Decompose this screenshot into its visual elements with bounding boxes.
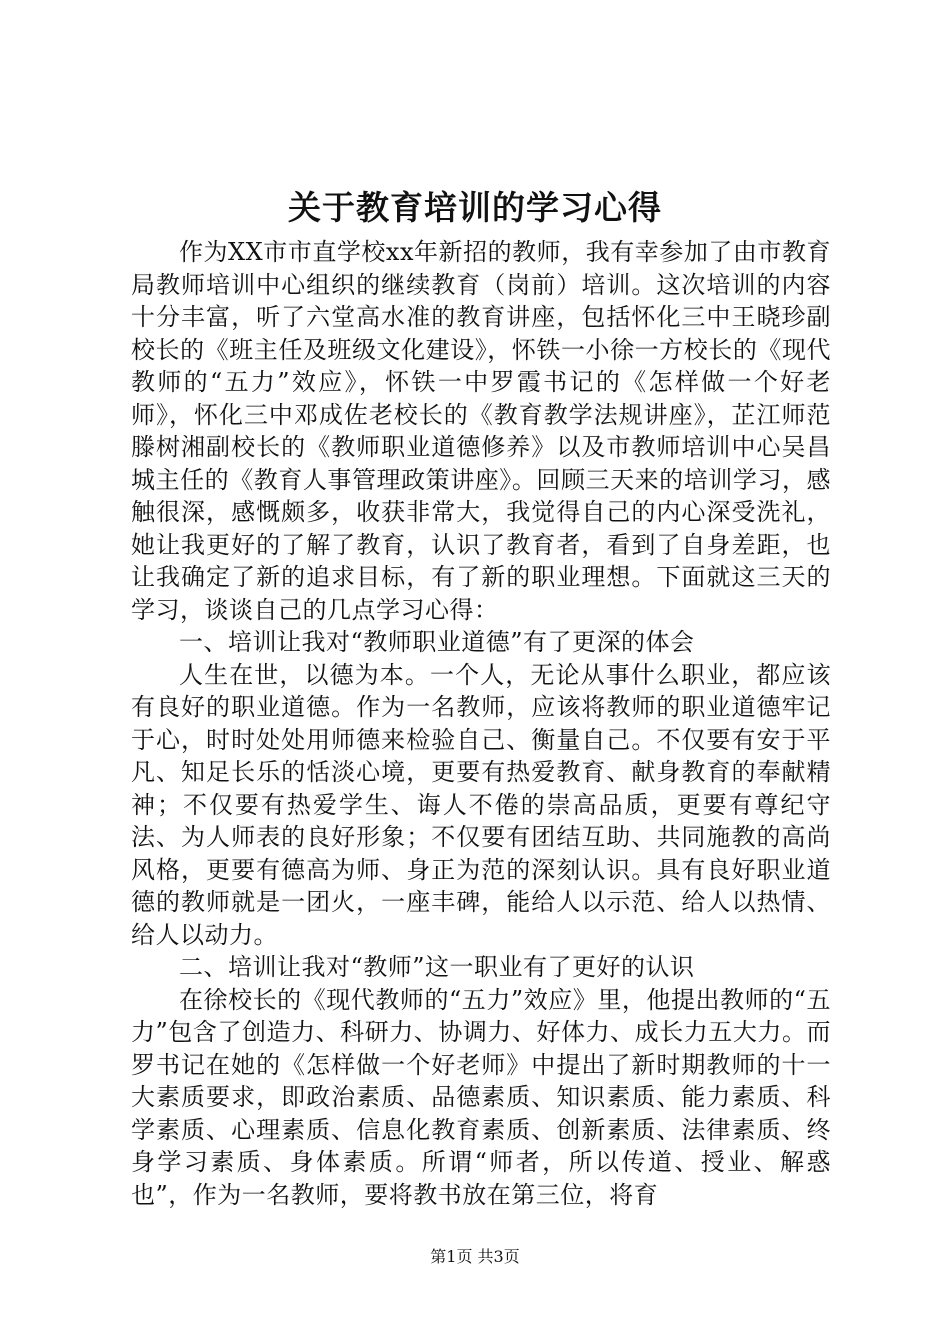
section-heading-2: 二、培训让我对“教师”这一职业有了更好的认识 (179, 953, 695, 981)
paragraph-intro: 作为XX市市直学校xx年新招的教师，我有幸参加了由市教育局教师培训中心组织的继续教育（岗前）培训。这次培训的内容十分丰富，听了六堂高水准的教育讲座，包括怀化三中王晓珍副校长的《班主任及班级文化建设》，怀铁一小徐一方校长的《现代教师的“五力”效应》，怀铁一中罗霞书记的《怎样做一个好老师》，怀化三中邓成佐老校长的《教育教学法规讲座》，芷江师范滕树湘副校长的《教师职业道德修养》以及市教师培训中心吴昌城主任的《教育人事管理政策讲座》。回顾三天来的培训学习，感触很深，感慨颇多，收获非常大，我觉得自己的内心深受洗礼，她让我更好的了解了教育，认识了教育者，看到了自身差距，也让我确定了新的追求目标，有了新的职业理想。下面就这三天的学习，谈谈自己的几点学习心得： (131, 238, 831, 624)
page-footer: 第1页 共3页 (430, 1247, 520, 1266)
document-body (131, 236, 831, 1211)
paragraph-section-2: 在徐校长的《现代教师的“五力”效应》里，他提出教师的“五力”包含了创造力、科研力、协调力、好体力、成长力五大力。而罗书记在她的《怎样做一个好老师》中提出了新时期教师的十一大素质要求，即政治素质、品德素质、知识素质、能力素质、科学素质、心理素质、信息化教育素质、创新素质、法律素质、终身学习素质、身体素质。所谓“师者，所以传道、授业、解惑也”，作为一名教师，要将教书放在第三位，将育 (131, 985, 831, 1209)
section-heading-1: 一、培训让我对“教师职业道德”有了更深的体会 (179, 628, 695, 656)
paragraph-section-1: 人生在世，以德为本。一个人，无论从事什么职业，都应该有良好的职业道德。作为一名教师，应该将教师的职业道德牢记于心，时时处处用师德来检验自己、衡量自己。不仅要有安于平凡、知足长乐的恬淡心境，更要有热爱教育、献身教育的奉献精神；不仅要有热爱学生、诲人不倦的崇高品质，更要有尊纪守法、为人师表的良好形象；不仅要有团结互助、共同施教的高尚风格，更要有德高为师、身正为范的深刻认识。具有良好职业道德的教师就是一团火，一座丰碑，能给人以示范、给人以热情、给人以动力。 (131, 660, 831, 949)
document-title: 关于教育培训的学习心得 (288, 188, 662, 227)
